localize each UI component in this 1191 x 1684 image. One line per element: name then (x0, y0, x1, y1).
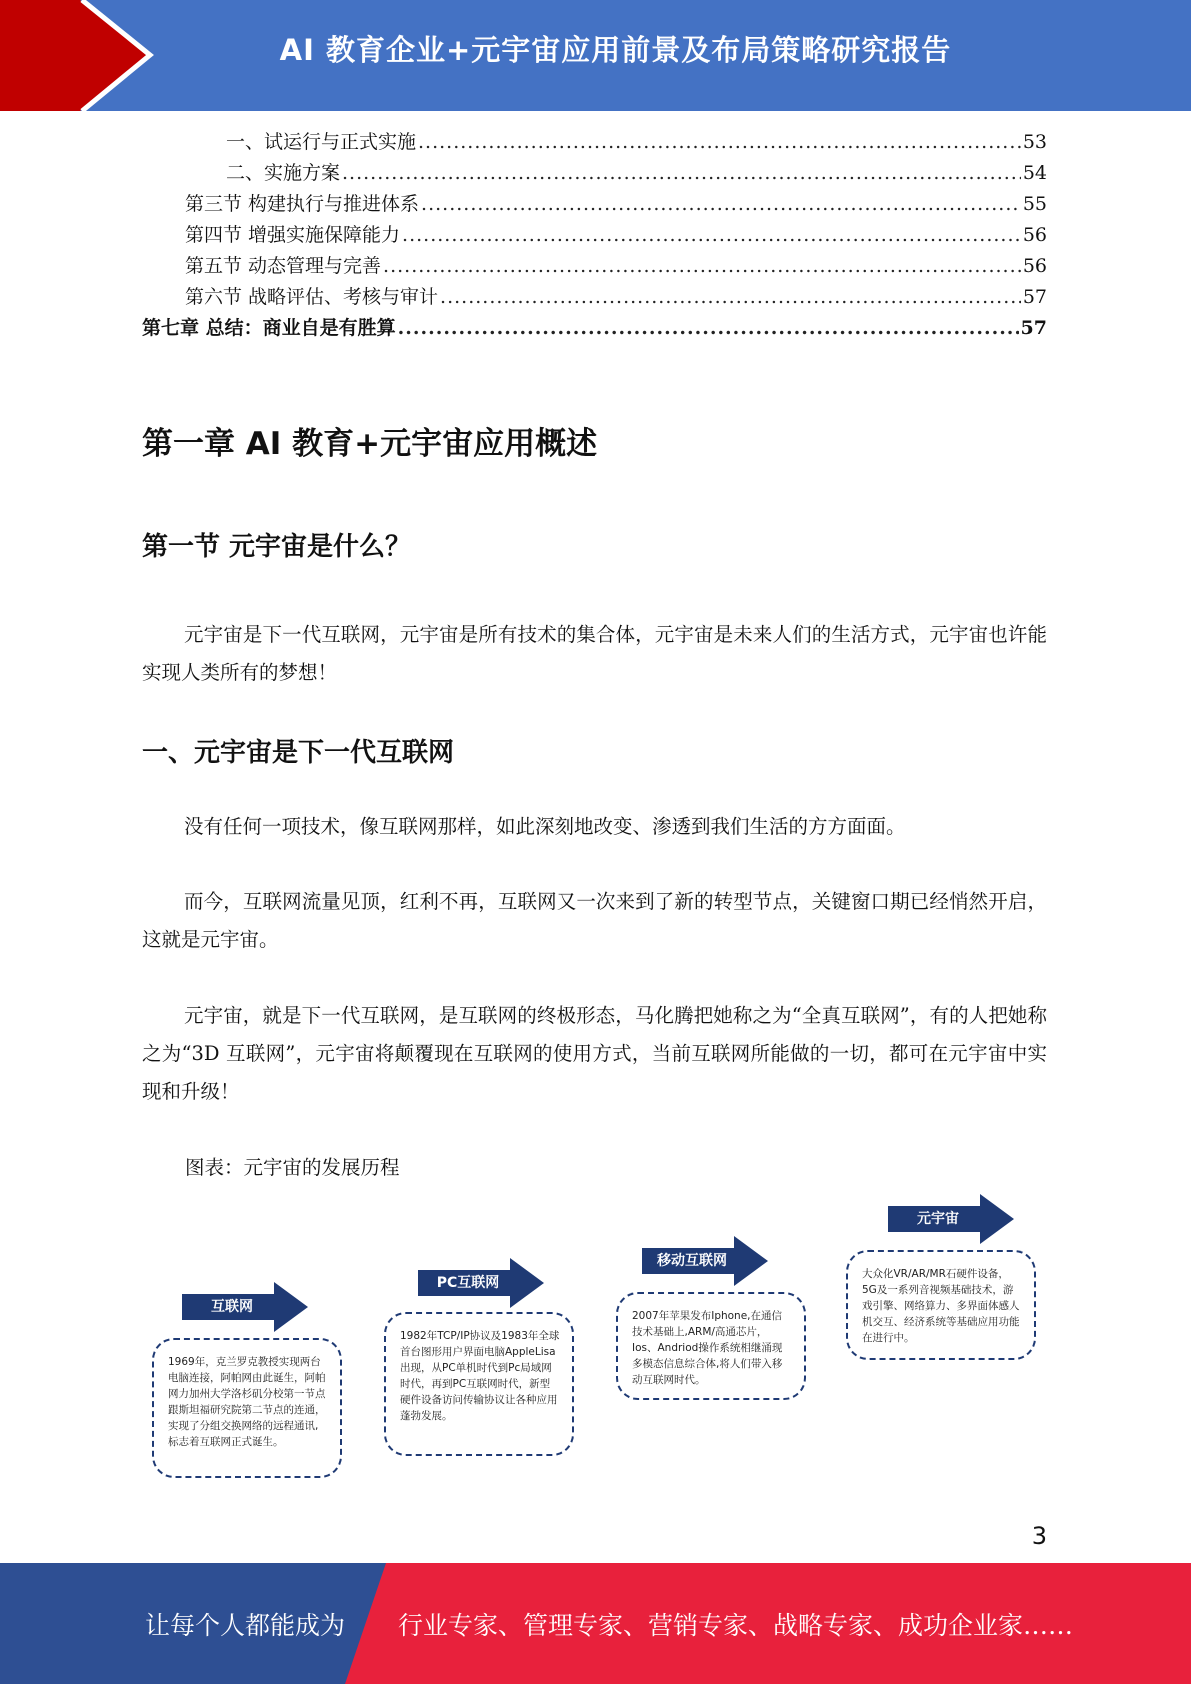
toc-item-page: 57 (1020, 317, 1047, 339)
toc-item-page: 57 (1022, 286, 1047, 308)
toc-item-label: 第五节 动态管理与完善 (185, 255, 382, 277)
toc-leader (440, 283, 1021, 311)
toc-leader (398, 314, 1019, 342)
page-number: 3 (1031, 1522, 1047, 1550)
timeline-stage-box: 1982年TCP/IP协议及1983年全球首台图形用户界面电脑AppleLisa出现，从PC单机时代到Pc局域网时代，再到PC互联网时代，新型硬件设备访问传输协议让各种应用蓬勃发展。 (384, 1312, 574, 1456)
report-title: AI 教育企业+元宇宙应用前景及布局策略研究报告 (279, 33, 952, 67)
toc-item-label: 第七章 总结：商业自是有胜算 (142, 317, 396, 339)
chapter-title: 第一章 AI 教育+元宇宙应用概述 (142, 426, 598, 462)
metaverse-timeline-figure (140, 1180, 1060, 1490)
toc-item[interactable] (185, 190, 1047, 218)
footer-slogan-left: 让每个人都能成为 (145, 1611, 346, 1640)
timeline-stage-box: 大众化VR/AR/MR石硬件设备，5G及一系列音视频基础技术，游戏引擎、网络算力、多界面体感人机交互、经济系统等基础应用功能在进行中。 (846, 1250, 1036, 1360)
timeline-stage-label: PC互联网 (436, 1275, 500, 1291)
figure-caption: 图表：元宇宙的发展历程 (185, 1156, 400, 1179)
body-paragraph: 元宇宙，就是下一代互联网，是互联网的终极形态，马化腾把她称之为“全真互联网”，有的人把她称之为“3D 互联网”，元宇宙将颠覆现在互联网的使用方式，当前互联网所能做的一切，都可在元宇宙中实现和升级！ (142, 1004, 1047, 1103)
timeline-stage-label: 移动互联网 (657, 1253, 727, 1269)
toc-leader (418, 128, 1021, 156)
timeline-stage-label: 元宇宙 (917, 1211, 959, 1227)
toc-item-label: 一、试运行与正式实施 (226, 131, 417, 153)
timeline-stage-label: 互联网 (211, 1299, 253, 1315)
timeline-stage-box: 1969年，克兰罗克教授实现两台电脑连接，阿帕网由此诞生，阿帕网力加州大学洛杉矶分校第一节点跟斯坦福研究院第二节点的连通，实现了分组交换网络的远程通讯,标志着互联网正式诞生。 (152, 1338, 342, 1478)
toc-item[interactable] (185, 221, 1047, 249)
page-header (0, 0, 1191, 111)
toc-item-page: 56 (1022, 255, 1047, 277)
page-footer (0, 1563, 1191, 1684)
body-paragraph: 没有任何一项技术，像互联网那样，如此深刻地改变、渗透到我们生活的方方面面。 (184, 815, 906, 838)
toc-item-page: 54 (1022, 162, 1047, 184)
toc-leader (342, 159, 1021, 187)
timeline-stage-box: 2007年苹果发布Iphone,在通信技术基础上,ARM/高通芯片，Ios、Andriod操作系统相继涌现多模态信息综合体,将人们带入移动互联网时代。 (616, 1292, 806, 1400)
toc-leader (421, 190, 1021, 218)
toc-item[interactable] (185, 283, 1047, 311)
toc-item-label: 第六节 战略评估、考核与审计 (185, 286, 439, 308)
subsection-title: 一、元宇宙是下一代互联网 (142, 738, 455, 768)
footer-slogan-right: 行业专家、管理专家、营销专家、战略专家、成功企业家…… (398, 1611, 1074, 1640)
body-paragraph: 而今，互联网流量见顶，红利不再，互联网又一次来到了新的转型节点，关键窗口期已经悄然开启，这就是元宇宙。 (142, 890, 1047, 951)
toc-item[interactable] (226, 128, 1047, 156)
toc-item-label: 第四节 增强实施保障能力 (185, 224, 401, 246)
toc-item[interactable] (185, 252, 1047, 280)
toc-item[interactable] (226, 159, 1047, 187)
toc-item-page: 56 (1022, 224, 1047, 246)
toc-item-page: 53 (1022, 131, 1047, 153)
toc-item-label: 二、实施方案 (226, 162, 341, 184)
intro-paragraph: 元宇宙是下一代互联网，元宇宙是所有技术的集合体，元宇宙是未来人们的生活方式，元宇宙也许能实现人类所有的梦想！ (142, 623, 1047, 684)
toc-item-page: 55 (1022, 193, 1047, 215)
toc-leader (383, 252, 1021, 280)
section-title: 第一节 元宇宙是什么？ (142, 532, 412, 562)
toc-item-label: 第三节 构建执行与推进体系 (185, 193, 420, 215)
toc-item-chapter[interactable] (142, 314, 1047, 342)
toc-leader (402, 221, 1021, 249)
